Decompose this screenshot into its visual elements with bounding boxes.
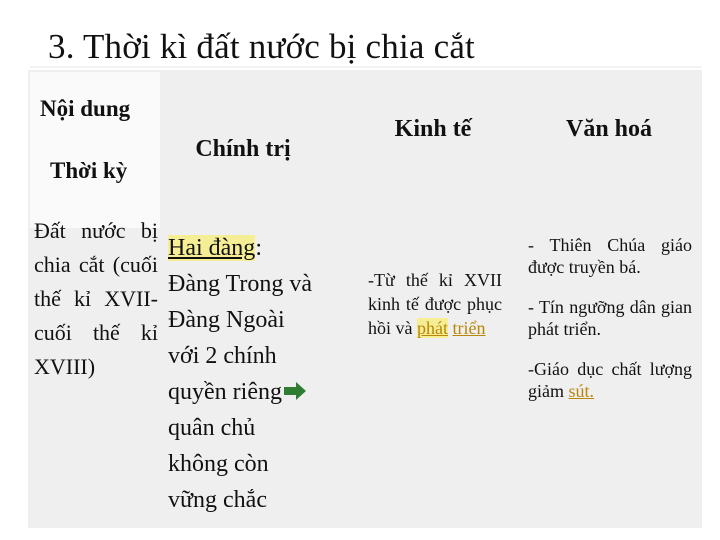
period-cell-text: Đất nước bị chia cắt (cuối thế kỉ XVII-cuối thế kỉ XVIII) [34,218,158,379]
economy-link-trien[interactable]: triển [452,318,486,338]
politics-lead: Hai đàng [168,235,256,261]
politics-line3: với 2 chính [168,343,277,369]
culture-p3-text: -Giáo dục chất lượng giảm [528,359,692,401]
header-content-label: Nội dung [40,96,131,121]
culture-link-sut[interactable]: sút. [568,381,595,401]
culture-paragraph-1: - Thiên Chúa giáo được truyền bá. [528,235,692,277]
economy-text: -Từ thế kỉ XVII kinh tế được phục hồi và [368,270,502,338]
politics-line6: không còn [168,451,269,477]
slide-title: 3. Thời kì đất nước bị chia cắt [48,27,475,66]
politics-line7: vững chắc [168,487,267,513]
culture-paragraph-2: - Tín ngưỡng dân gian phát triển. [528,297,692,339]
culture-paragraph-3 [528,358,692,402]
right-arrow-icon [282,376,308,396]
title-rule [30,66,702,68]
politics-cell [168,230,350,518]
politics-line4: quyền riêng [168,379,282,405]
politics-line1: Đàng Trong và [168,271,313,297]
economy-cell [368,268,502,340]
header-economy: Kinh tế [394,116,472,142]
header-period-label: Thời kỳ [50,158,128,183]
content-table [28,70,702,528]
politics-line2: Đàng Ngoài [168,307,285,333]
header-diagonal-cell [30,72,160,228]
economy-link-phat[interactable]: phát [417,318,448,338]
culture-cell [528,234,692,402]
politics-line5: quân chủ [168,415,256,441]
header-politics: Chính trị [195,136,291,162]
politics-lead-suffix: : [255,235,262,261]
header-culture: Văn hoá [565,116,653,142]
